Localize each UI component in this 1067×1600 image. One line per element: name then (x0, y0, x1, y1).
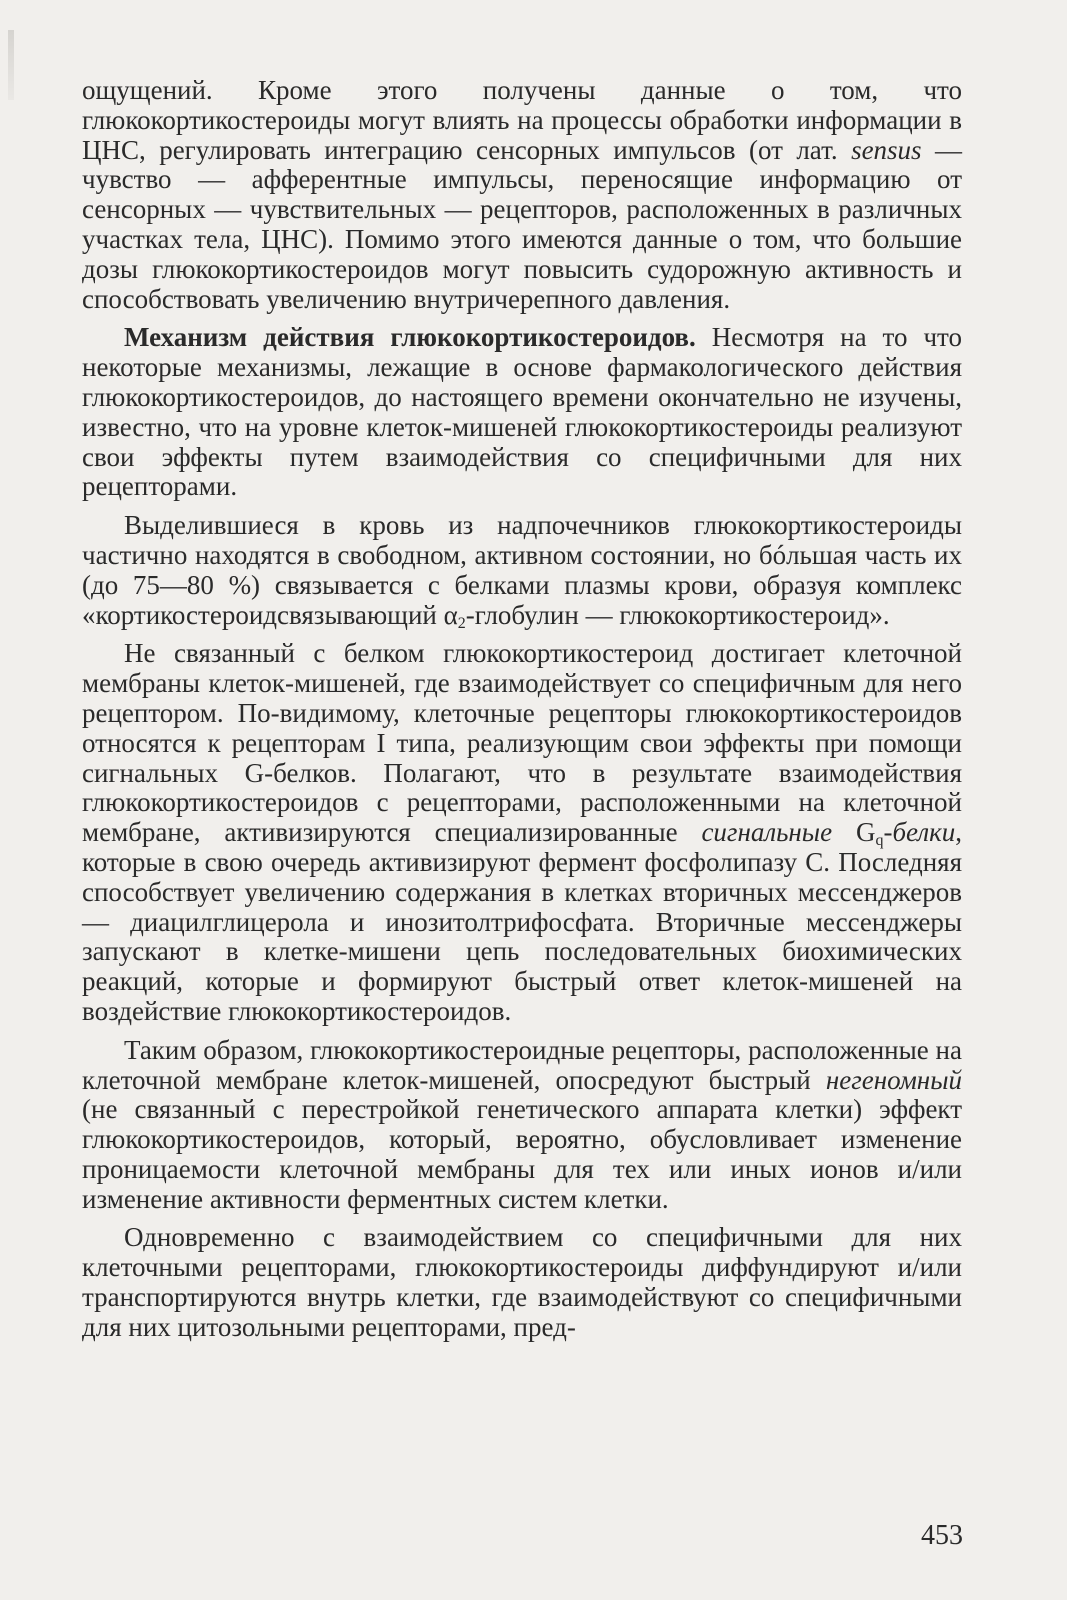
text-run: , которые в свою очередь активизируют фермент фосфолипазу С. Последняя способствует увеличению содержания в клетках вторичных мессенджеров — диацилглицерола и инозитолтрифосфата. Вторичные мессенджеры запускают в клетке-мишени цепь последовательных биохимических реакций, которые и формируют быстрый ответ клеток-мишеней на воздействие глюкокортикостероидов. (82, 817, 962, 1026)
page-number: 453 (921, 1520, 963, 1551)
paragraph-2 (82, 323, 962, 502)
text-run: негеномный (825, 1064, 962, 1095)
paragraph-4 (82, 639, 962, 1026)
text-run: -глобулин — глюкокортикостероид». (465, 599, 890, 630)
text-run: — чувство — афферентные импульсы, переносящие информацию от сенсорных — чувствительных — рецепторов, расположенных в различных участках тела, ЦНС). Помимо этого имеются данные о том, что большие дозы глюкокортикостероидов могут повысить судорожную активность и способствовать увеличению внутричерепного давления. (82, 134, 963, 314)
paragraph-6 (82, 1223, 962, 1342)
text-run: Несмотря на то что некоторые механизмы, лежащие в основе фармакологического действия глюкокортикостероидов, до настоящего времени окончательно не изучены, известно, что на уровне клеток-мишеней глюкокортикостероиды реализуют свои эффекты путем взаимодействия со специфичными для них рецепторами. (82, 322, 962, 502)
text-run: Выделившиеся в кровь из надпочечников глюкокортикостероиды частично находятся в свободном, активном состоянии, но бóльшая часть их (до 75—80 %) связывается с белками плазмы крови, образуя комплекс «кортикостероидсвязывающий α (82, 510, 962, 630)
text-run: Механизм действия глюкокортикостероидов. (124, 322, 696, 353)
paragraph-3 (82, 511, 962, 630)
body-text (82, 76, 962, 1352)
page-edge-mark (8, 30, 14, 100)
text-run: Одновременно с взаимодействием со специфичными для них клеточными рецепторами, глюкокортикостероиды диффундируют и/или транспортируются внутрь клетки, где взаимодействуют со специфичными для них цитозольными рецепторами, пред- (82, 1222, 962, 1342)
text-run: ощущений. Кроме этого получены данные о том, что глюкокортикостероиды могут влиять на процессы обработки информации в ЦНС, регулировать интеграцию сенсорных импульсов (от лат. (82, 75, 962, 165)
text-run: q (875, 832, 884, 850)
text-run: (не связанный с перестройкой генетического аппарата клетки) эффект глюкокортикостероидов, который, вероятно, обусловливает изменение проницаемости клеточной мембраны для тех или иных ионов и/или изменение активности ферментных систем клетки. (82, 1094, 962, 1214)
paragraph-5 (82, 1036, 962, 1215)
paragraph-1 (82, 76, 962, 314)
text-run: Таким образом, глюкокортикостероидные рецепторы, расположенные на клеточной мембране клеток-мишеней, опосредуют быстрый (82, 1034, 962, 1095)
text-run: 2 (457, 614, 466, 632)
text-run: -белки (883, 817, 956, 848)
text-run: Не связанный с белком глюкокортикостероид достигает клеточной мембраны клеток-мишеней, где взаимодействует со специфичным для него рецептором. По-видимому, клеточные рецепторы глюкокортикостероидов относятся к рецепторам I типа, реализующим свои эффекты при помощи сигнальных G-белков. Полагают, что в результате взаимодействия глюкокортикостероидов с рецепторами, расположенными на клеточной мембране, активизируются специализированные (82, 638, 962, 848)
text-run: G (832, 817, 876, 848)
text-run: сигнальные (701, 817, 833, 848)
text-run: sensus (851, 134, 922, 165)
